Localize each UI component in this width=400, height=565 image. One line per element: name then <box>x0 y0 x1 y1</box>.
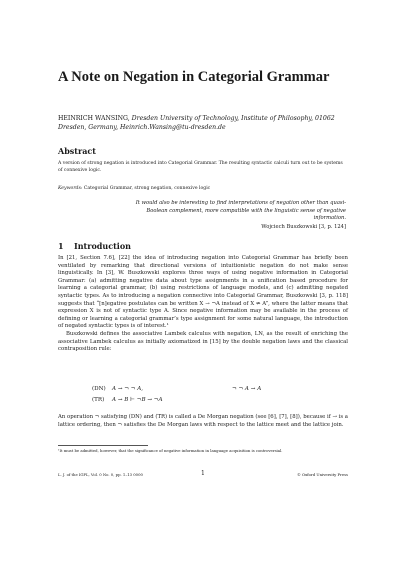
keywords-label: Keywords: <box>58 186 83 191</box>
keywords-text: Categorial Grammar, strong negation, connexive logic <box>83 186 211 191</box>
intro-body <box>58 255 348 354</box>
paragraph-1: In [21, Section 7.6], [22] the idea of introducing negation into Categorial Grammar has briefly been ventilated by remarking that directional versions of intuitionistic negation do not make sense linguistically. In [3], W. Buszkowski explores three ways of using negative information in Categorial Grammar: (a) admitting negative data about type assignments in a unification based procedure for learning a categorial grammar, (b) using restrictions of language models, and (c) admitting negated syntactic types. As to introducing a negation connective into Categorial Grammar, Buszkowski [3, p. 118] suggests that “[n]egative postulates can be written X → ¬A instead of X ⇏ A”, where the latter means that expression X is not of syntactic type A. Since negative information may be available in the process of defining or learning a categorial grammar’s type assignment for some natural language, the introduction of negated syntactic types is of interest.¹ <box>58 255 348 330</box>
epigraph-source: Wojciech Buszkowski [3, p. 124] <box>261 224 346 230</box>
display-formulas <box>92 384 352 406</box>
formula-label-dn: (DN) <box>92 386 106 392</box>
formula-row-dn <box>92 384 352 395</box>
footer-publisher <box>297 472 348 477</box>
formula-dn-left: A → ¬ ¬ A, <box>112 386 144 392</box>
footer-journal: L. J. of the IGPL, Vol. 0 No. 0, pp. 1–13 0000 <box>58 472 143 477</box>
section-number: 1 <box>58 241 64 251</box>
publisher-name: Oxford University Press <box>301 472 348 477</box>
paragraph-2: Buszkowski defines the associative Lambek calculus with negation, LN, as the result of enriching the associative Lambek calculus as initially axiomatized in [15] by the double negation laws and the classical contraposition rule: <box>58 330 348 353</box>
section-title: Introduction <box>74 241 131 251</box>
footnote-rule <box>58 445 148 446</box>
formula-dn-right: ¬ ¬ A → A <box>232 386 262 392</box>
paper-title: A Note on Negation in Categorial Grammar <box>58 69 330 85</box>
copyright-mark: © <box>296 472 301 477</box>
author-name: HEINRICH WANSING, <box>58 115 130 122</box>
abstract-heading: Abstract <box>58 146 96 156</box>
footnote: ¹It must be admitted, however, that the significance of negative information in language acquisition is controversial. <box>58 448 283 453</box>
page-number: 1 <box>201 470 205 477</box>
formula-tr: A → B ⊢ ¬B → ¬A <box>112 397 163 403</box>
keywords <box>58 185 348 192</box>
author-affiliation: Dresden University of Technology, Institute of Philosophy, 01062 Dresden, Germany, Heinrich.Wansing@tu-dresden.de <box>58 115 335 131</box>
page-footer <box>58 471 348 479</box>
formula-label-tr: (TR) <box>92 397 105 403</box>
section-heading <box>58 241 131 251</box>
abstract-text: A version of strong negation is introduced into Categorial Grammar. The resulting syntactic calculi turn out to be systems of connexive logic. <box>58 161 343 174</box>
formula-row-tr <box>92 395 352 406</box>
epigraph-quote: It would also be interesting to find interpretations of negation other than quasi-Boolean complement, more compatible with the linguistic sense of negative information. <box>135 200 346 222</box>
paragraph-3: An operation ¬ satisfying (DN) and (TR) is called a De Morgan negation (see [6], [7], [8]), because if → is a lattice ordering, then ¬ satisfies the De Morgan laws with respect to the lattice meet and the lattice join. <box>58 414 348 428</box>
author-block <box>58 114 348 132</box>
